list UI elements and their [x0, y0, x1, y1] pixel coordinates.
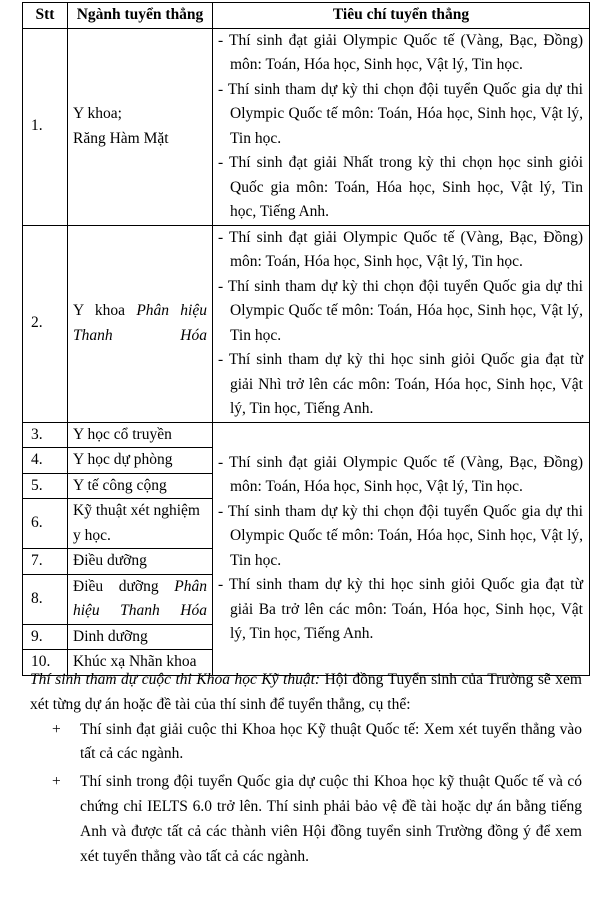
note-bullet-text: Thí sinh đạt giải cuộc thi Khoa học Kỹ thuật Quốc tế: Xem xét tuyển thẳng vào tất cả các ngành. — [80, 720, 582, 763]
row-stt: 7. — [23, 549, 68, 575]
row-major: Y tế công cộng — [68, 473, 213, 499]
row-major: Y học dự phòng — [68, 448, 213, 474]
admission-table — [22, 2, 590, 676]
criteria-item: - Thí sinh tham dự kỳ thi học sinh giỏi Quốc gia đạt từ giải Nhì trở lên các môn: Toán, Hóa học, Sinh học, Vật lý, Tin học, Tiếng Anh. — [218, 351, 583, 417]
row-major: Dinh dưỡng — [68, 624, 213, 650]
major-italic: Phân hiệu Thanh Hóa — [73, 302, 207, 344]
header-major: Ngành tuyển thẳng — [68, 3, 213, 29]
plus-bullet-icon: + — [52, 773, 61, 791]
row-major — [68, 225, 213, 422]
note-bullet-text: Thí sinh trong đội tuyển Quốc gia dự cuộc thi Khoa học kỹ thuật Quốc tế và có chứng chỉ IELTS 6.0 trở lên. Thí sinh phải bảo vệ đề tài hoặc dự án bằng tiếng Anh và được tất cả các thành viên Hội đồng tuyển sinh Trường đồng ý để xem xét tuyển thẳng vào tất cả các ngành. — [80, 773, 582, 865]
criteria-item: - Thí sinh tham dự kỳ thi học sinh giỏi Quốc gia đạt từ giải Ba trở lên các môn: Toán, Hóa học, Sinh học, Vật lý, Tin học, Tiếng Anh. — [218, 576, 583, 643]
row-major — [68, 28, 213, 225]
criteria-item: - Thí sinh đạt giải Nhất trong kỳ thi chọn học sinh giỏi Quốc gia môn: Toán, Hóa học, Sinh học, Vật lý, Tin học, Tiếng Anh. — [218, 154, 583, 220]
science-contest-note — [30, 668, 582, 869]
row-stt: 5. — [23, 473, 68, 499]
row-stt: 3. — [23, 422, 68, 448]
table-row — [23, 225, 590, 422]
major-line: Y khoa; — [73, 105, 122, 122]
row-stt: 10. — [23, 650, 68, 676]
criteria-item: - Thí sinh tham dự kỳ thi chọn đội tuyển Quốc gia dự thi Olympic Quốc tế môn: Toán, Hóa học, Sinh học, Vật lý, Tin học. — [218, 502, 583, 569]
criteria-cell — [213, 422, 590, 676]
major-line: Răng Hàm Mặt — [73, 129, 169, 147]
criteria-item: - Thí sinh tham dự kỳ thi chọn đội tuyển Quốc gia dự thi Olympic Quốc tế môn: Toán, Hóa học, Sinh học, Vật lý, Tin học. — [218, 277, 583, 344]
note-lead-italic: Thí sinh tham dự cuộc thi Khoa học Kỹ thuật: — [30, 671, 321, 688]
row-major: Kỹ thuật xét nghiệm y học. — [68, 499, 213, 549]
row-stt: 6. — [23, 499, 68, 549]
plus-bullet-icon: + — [52, 720, 61, 738]
criteria-item: - Thí sinh đạt giải Olympic Quốc tế (Vàng, Bạc, Đồng) môn: Toán, Hóa học, Sinh học, Vật lý, Tin học. — [218, 31, 583, 73]
row-stt: 9. — [23, 624, 68, 650]
major-plain: Y khoa — [73, 302, 126, 319]
row-stt: 4. — [23, 448, 68, 474]
criteria-item: - Thí sinh tham dự kỳ thi chọn đội tuyển Quốc gia dự thi Olympic Quốc tế môn: Toán, Hóa học, Sinh học, Vật lý, Tin học. — [218, 80, 583, 147]
note-lead — [30, 668, 582, 718]
row-stt: 8. — [23, 574, 68, 624]
table-row — [23, 422, 590, 448]
criteria-cell — [213, 225, 590, 422]
criteria-item: - Thí sinh đạt giải Olympic Quốc tế (Vàng, Bạc, Đồng) môn: Toán, Hóa học, Sinh học, Vật lý, Tin học. — [218, 228, 583, 270]
row-major: Điều dưỡng — [68, 549, 213, 575]
row-stt: 2. — [23, 225, 68, 422]
criteria-item: - Thí sinh đạt giải Olympic Quốc tế (Vàng, Bạc, Đồng) môn: Toán, Hóa học, Sinh học, Vật lý, Tin học. — [218, 453, 583, 496]
criteria-cell — [213, 28, 590, 225]
table-header-row — [23, 3, 590, 29]
header-criteria: Tiêu chí tuyển thẳng — [213, 3, 590, 29]
table-row — [23, 28, 590, 225]
row-major: Khúc xạ Nhãn khoa — [68, 650, 213, 676]
row-stt: 1. — [23, 28, 68, 225]
note-bullet — [30, 770, 582, 869]
major-plain: Điều dưỡng — [73, 577, 159, 595]
note-bullet — [30, 718, 582, 768]
header-stt: Stt — [23, 3, 68, 29]
row-major: Y học cổ truyền — [68, 422, 213, 448]
major-italic: Phân hiệu Thanh Hóa — [73, 577, 208, 619]
row-major — [68, 574, 213, 624]
note-lead-text: Hội đồng Tuyển sinh của Trường sẽ xem xét từng dự án hoặc đề tài của thí sinh để tuyển thẳng, cụ thể: — [30, 671, 582, 713]
